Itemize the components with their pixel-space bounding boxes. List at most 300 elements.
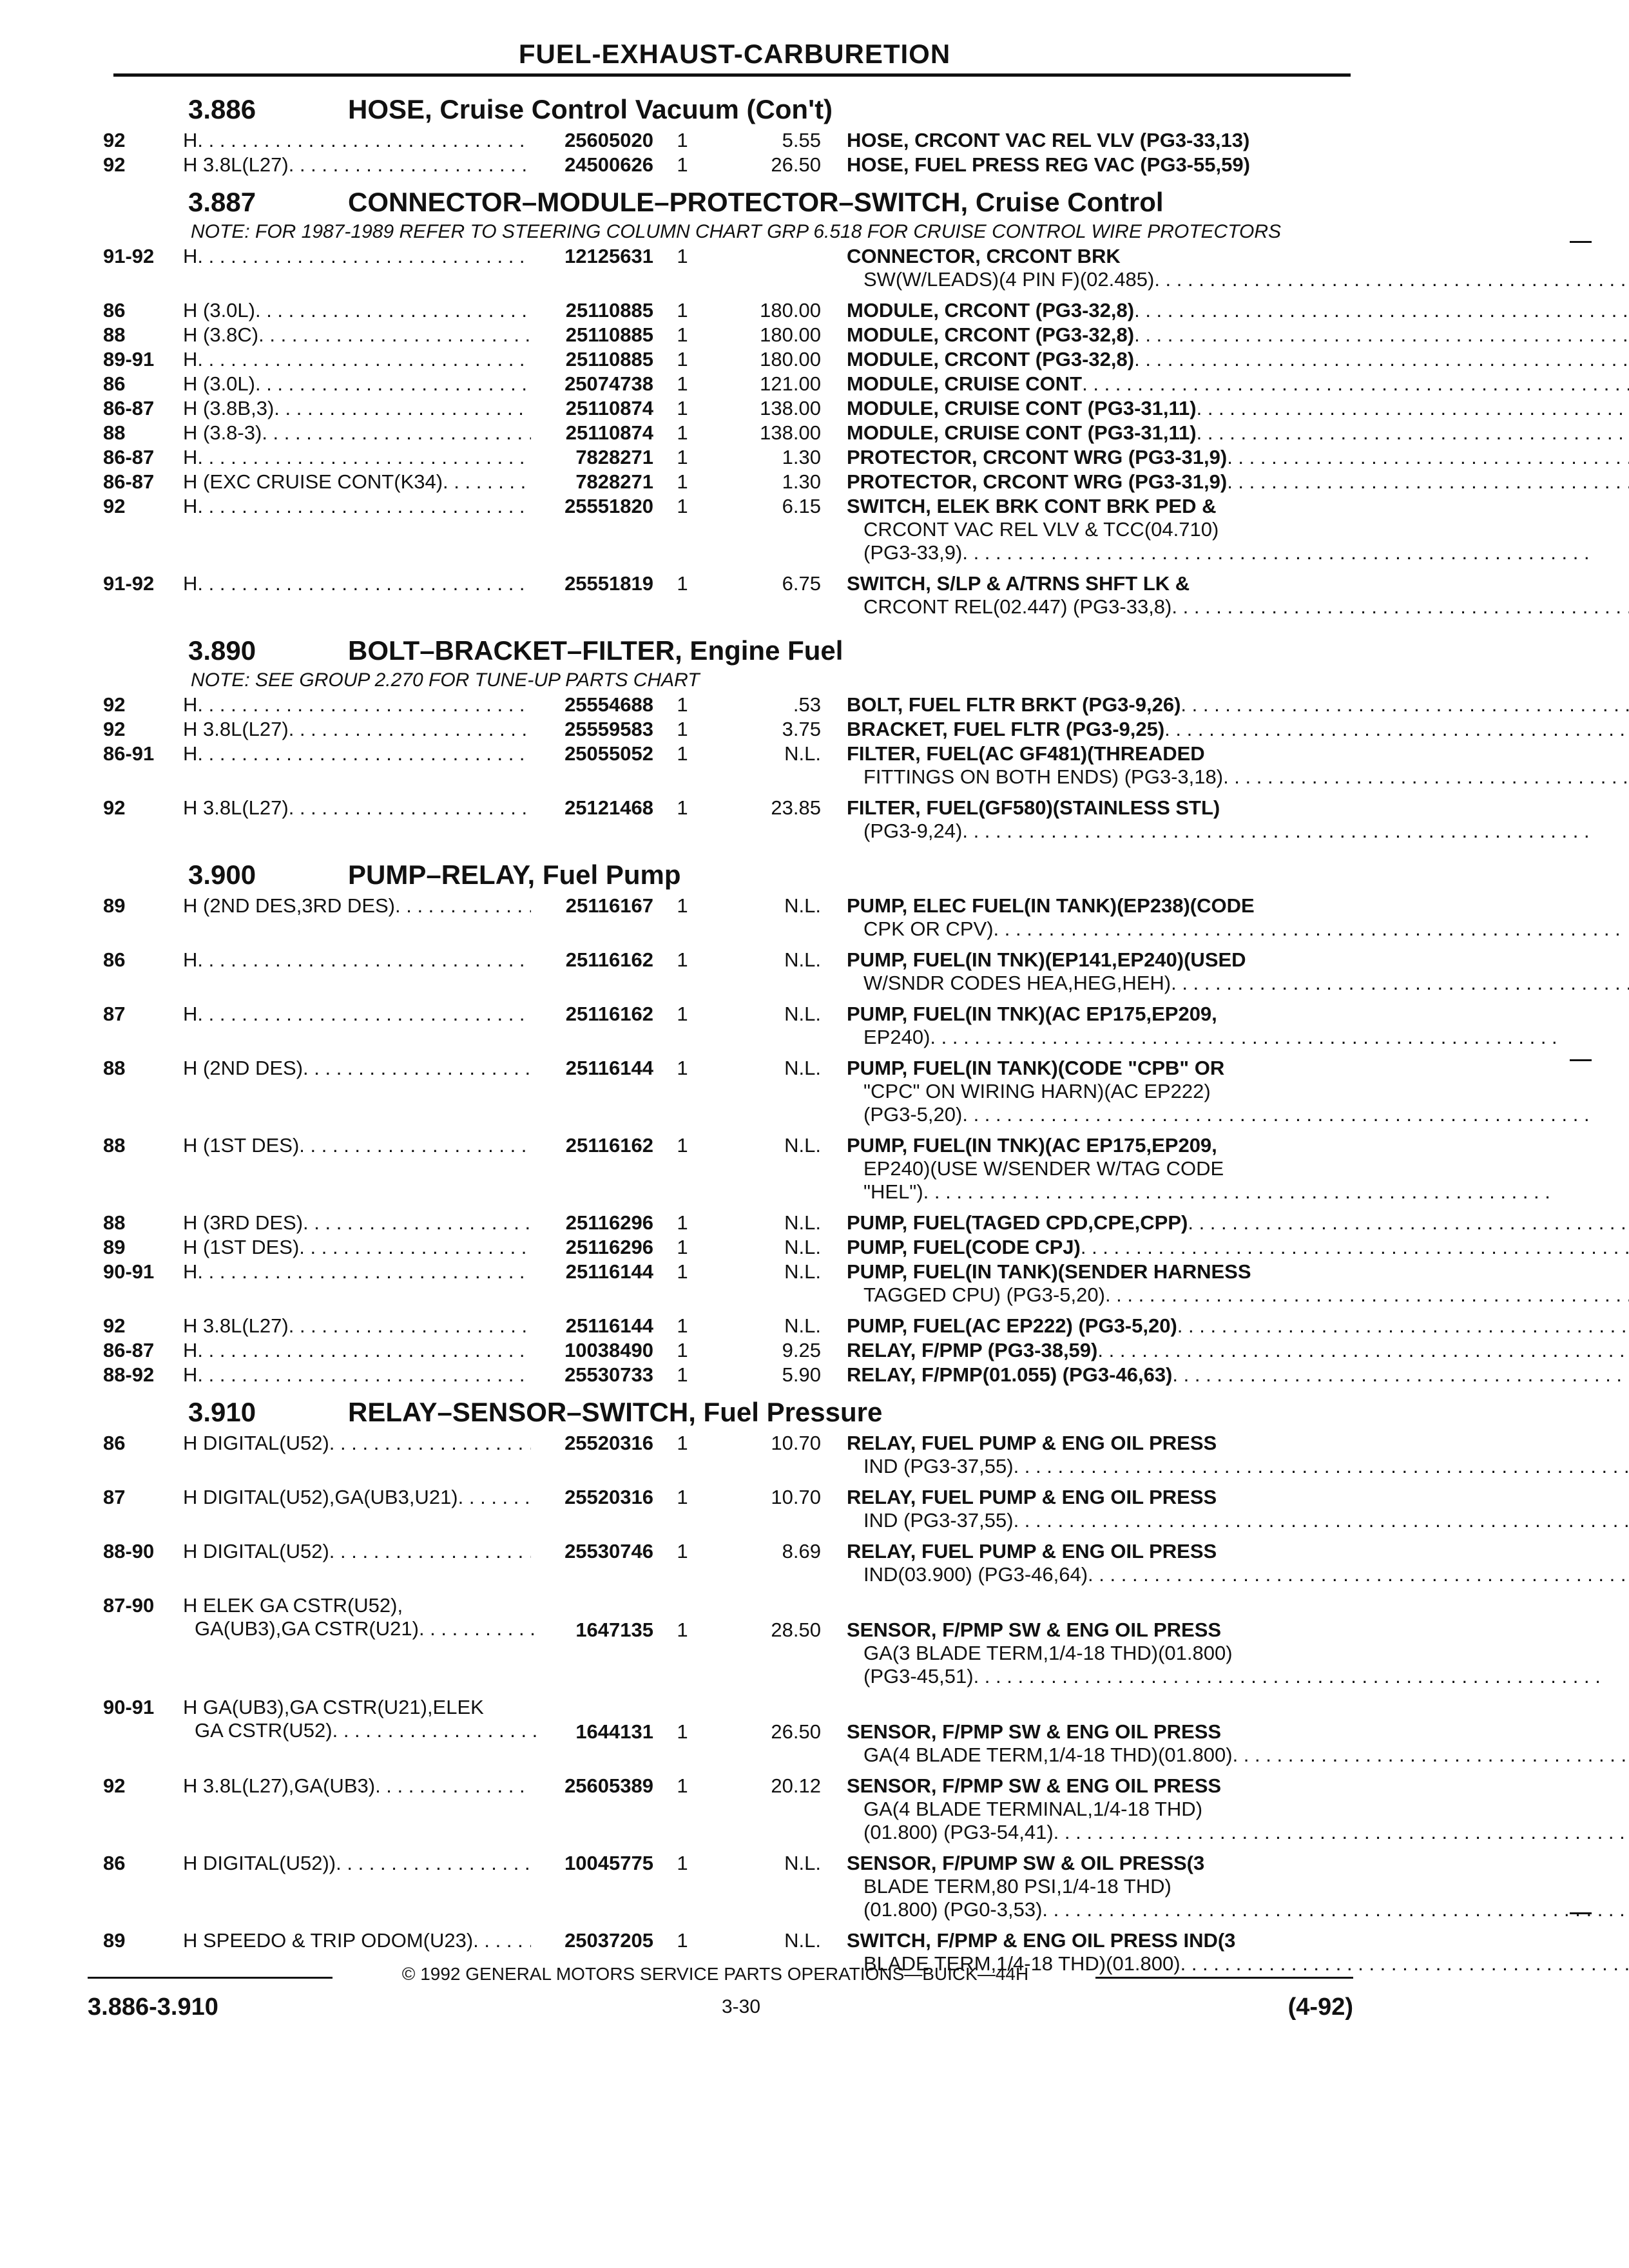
- dot-leader: [1233, 1744, 1629, 1767]
- part-row: [103, 1486, 1353, 1532]
- part-name: [847, 742, 1629, 789]
- part-row: [103, 1432, 1353, 1478]
- dot-leader: [1181, 1952, 1629, 1975]
- dot-leader: [197, 446, 531, 469]
- part-name-line: MODULE, CRUISE CONT: [847, 372, 1083, 395]
- quantity: 1: [677, 1057, 688, 1079]
- part-name-line: PUMP, FUEL(TAGED CPD,CPE,CPP): [847, 1211, 1188, 1234]
- part-row: [103, 572, 1353, 619]
- part-number: 25530746: [564, 1540, 653, 1562]
- price: N.L.: [784, 1003, 821, 1025]
- part-name-line: MODULE, CRCONT (PG3-32,8): [847, 323, 1135, 346]
- part-name: [847, 1432, 1629, 1478]
- footer-copyright: © 1992 GENERAL MOTORS SERVICE PARTS OPERATIONS—BUICK—44H: [401, 1964, 1029, 1984]
- part-name-line: CRCONT VAC REL VLV & TCC(04.710): [863, 518, 1219, 541]
- part-name-line: PUMP, FUEL(IN TNK)(AC EP175,EP209,: [847, 1003, 1217, 1025]
- quantity: 1: [677, 446, 688, 468]
- part-name: [847, 1486, 1629, 1532]
- dot-leader: [1223, 765, 1629, 789]
- price: 6.75: [782, 572, 821, 595]
- quantity: 1: [677, 323, 688, 346]
- part-name-line: RELAY, F/PMP (PG3-38,59): [847, 1339, 1098, 1361]
- part-number: 25605389: [564, 1774, 653, 1797]
- price: N.L.: [784, 1260, 821, 1283]
- dot-leader: [197, 1363, 531, 1387]
- part-name-line: MODULE, CRCONT (PG3-32,8): [847, 299, 1135, 322]
- dot-leader: [197, 495, 531, 518]
- part-row: [103, 470, 1353, 494]
- dot-leader: [197, 572, 531, 595]
- section-heading: [103, 1393, 1353, 1430]
- model-years: 90-91: [103, 1260, 155, 1283]
- quantity: 1: [677, 1211, 688, 1234]
- quantity: 1: [677, 948, 688, 971]
- section-heading: [103, 631, 1353, 669]
- dot-leader: [443, 470, 531, 494]
- part-row: [103, 153, 1353, 177]
- dot-leader: [1227, 470, 1629, 494]
- dot-leader: [1105, 1283, 1629, 1307]
- model-years: 87: [103, 1486, 126, 1508]
- quantity: 1: [677, 245, 688, 267]
- part-name: [847, 1260, 1629, 1307]
- part-name: [847, 495, 1590, 564]
- part-name: [847, 1314, 1629, 1338]
- part-name-line: HOSE, CRCONT VAC REL VLV (PG3-33,13): [847, 129, 1250, 151]
- application-desc: H (3.0L): [183, 372, 255, 395]
- dot-leader: [1181, 693, 1629, 716]
- part-row: [103, 1260, 1353, 1307]
- price: 9.25: [782, 1339, 821, 1361]
- application-desc: H: [183, 1363, 198, 1386]
- dot-leader: [1134, 323, 1629, 347]
- application-desc: H (3.8C): [183, 323, 259, 346]
- section-number: 3.886: [188, 94, 256, 124]
- part-row: [103, 1852, 1353, 1921]
- part-row: [103, 1211, 1353, 1235]
- price: 5.55: [782, 129, 821, 151]
- part-name-line: RELAY, FUEL PUMP & ENG OIL PRESS: [847, 1432, 1217, 1454]
- part-row: [103, 1339, 1353, 1362]
- price: 138.00: [760, 421, 821, 444]
- price: N.L.: [784, 1134, 821, 1157]
- part-name-line: PUMP, FUEL(IN TANK)(SENDER HARNESS: [847, 1260, 1251, 1283]
- dot-leader: [197, 1003, 531, 1026]
- part-name-line: SWITCH, ELEK BRK CONT BRK PED &: [847, 495, 1217, 517]
- margin-mark: [1570, 1912, 1592, 1914]
- model-years: 92: [103, 1774, 126, 1797]
- section-number: 3.887: [188, 187, 256, 217]
- part-name-line: FILTER, FUEL(AC GF481)(THREADED: [847, 742, 1205, 765]
- part-row: [103, 495, 1353, 564]
- dot-leader: [1014, 1509, 1629, 1532]
- quantity: 1: [677, 470, 688, 493]
- price: N.L.: [784, 1057, 821, 1079]
- part-row: [103, 446, 1353, 469]
- model-years: 86: [103, 948, 126, 971]
- section-number: 3.910: [188, 1397, 256, 1427]
- footer-date: (4-92): [1287, 1994, 1353, 2021]
- part-name-line: (PG3-9,24): [863, 820, 963, 842]
- part-name: [847, 299, 1629, 322]
- application-desc: H DIGITAL(U52)): [183, 1852, 336, 1874]
- part-name: [847, 470, 1629, 494]
- price: 28.50: [771, 1619, 821, 1641]
- application-desc: H GA(UB3),GA CSTR(U21),ELEK: [183, 1696, 484, 1718]
- part-number: 1644131: [575, 1720, 653, 1743]
- part-row: [103, 796, 1353, 843]
- part-name: [847, 1619, 1601, 1688]
- part-name: [847, 693, 1629, 716]
- part-number: 25520316: [564, 1432, 653, 1454]
- application-desc: H 3.8L(L27): [183, 718, 289, 740]
- quantity: 1: [677, 1363, 688, 1386]
- dot-leader: [1164, 718, 1629, 741]
- part-name: [847, 1363, 1629, 1387]
- part-number: 10045775: [564, 1852, 653, 1874]
- part-name: [847, 1339, 1629, 1362]
- part-name: [847, 1852, 1629, 1921]
- margin-mark: [1570, 1059, 1592, 1061]
- dot-leader: [1014, 1455, 1629, 1478]
- quantity: 1: [677, 742, 688, 765]
- quantity: 1: [677, 1852, 688, 1874]
- section-number: 3.890: [188, 635, 256, 666]
- price: N.L.: [784, 1852, 821, 1874]
- part-name-line: MODULE, CRUISE CONT (PG3-31,11): [847, 397, 1197, 419]
- part-name-line: PUMP, ELEC FUEL(IN TANK)(EP238)(CODE: [847, 894, 1255, 917]
- dot-leader: [299, 1236, 531, 1259]
- part-name: [847, 1134, 1550, 1204]
- price: N.L.: [784, 1929, 821, 1952]
- model-years: 87: [103, 1003, 126, 1025]
- price: N.L.: [784, 1211, 821, 1234]
- dot-leader: [197, 948, 531, 972]
- part-name-line: BLADE TERM,80 PSI,1/4-18 THD): [863, 1875, 1171, 1898]
- price: N.L.: [784, 742, 821, 765]
- part-name: [847, 1720, 1629, 1767]
- part-name-line: BLADE TERM,1/4-18 THD)(01.800): [863, 1952, 1181, 1975]
- model-years: 92: [103, 693, 126, 716]
- part-name-line: EP240)(USE W/SENDER W/TAG CODE: [863, 1157, 1224, 1180]
- part-row: [103, 372, 1353, 396]
- part-name-line: FITTINGS ON BOTH ENDS) (PG3-3,18): [863, 765, 1224, 788]
- model-years: 92: [103, 495, 126, 517]
- model-years: 89: [103, 1929, 126, 1952]
- part-row: [103, 693, 1353, 716]
- price: 6.15: [782, 495, 821, 517]
- part-name-line: SENSOR, F/PMP SW & ENG OIL PRESS: [847, 1619, 1222, 1641]
- model-years: 86-87: [103, 1339, 155, 1361]
- quantity: 1: [677, 894, 688, 917]
- model-years: 88: [103, 421, 126, 444]
- part-number: 25530733: [564, 1363, 653, 1386]
- dot-leader: [419, 1617, 543, 1640]
- section-number: 3.900: [188, 860, 256, 890]
- application-desc-cont: GA CSTR(U52): [195, 1719, 333, 1742]
- part-row: [103, 1696, 1353, 1767]
- footer-section-range: 3.886-3.910: [88, 1994, 218, 2021]
- part-number: 1647135: [575, 1619, 653, 1641]
- part-name-line: HOSE, FUEL PRESS REG VAC (PG3-55,59): [847, 153, 1250, 176]
- application-desc: H 3.8L(L27): [183, 796, 289, 819]
- model-years: 86: [103, 1852, 126, 1874]
- part-number: 7828271: [575, 446, 653, 468]
- model-years: 88: [103, 1134, 126, 1157]
- dot-leader: [197, 1339, 531, 1362]
- section-heading: [103, 183, 1353, 220]
- part-name-line: PUMP, FUEL(IN TNK)(AC EP175,EP209,: [847, 1134, 1217, 1157]
- part-row: [103, 1363, 1353, 1387]
- section-title: RELAY–SENSOR–SWITCH, Fuel Pressure: [348, 1397, 883, 1427]
- part-number: 25110874: [565, 397, 653, 419]
- part-name-line: PUMP, FUEL(AC EP222) (PG3-5,20): [847, 1314, 1177, 1337]
- quantity: 1: [677, 153, 688, 176]
- dot-leader: [289, 1314, 531, 1338]
- dot-leader: [303, 1057, 531, 1080]
- part-name: [847, 796, 1590, 843]
- application-desc: H (3RD DES): [183, 1211, 304, 1234]
- part-number: 25116144: [565, 1314, 653, 1337]
- dot-leader: [1188, 1211, 1629, 1235]
- part-name-line: SENSOR, F/PMP SW & ENG OIL PRESS: [847, 1774, 1222, 1797]
- part-name-line: PROTECTOR, CRCONT WRG (PG3-31,9): [847, 470, 1228, 493]
- price: 20.12: [771, 1774, 821, 1797]
- part-name: [847, 421, 1629, 445]
- part-name: [847, 129, 1353, 152]
- part-name: [847, 153, 1353, 177]
- price: 23.85: [771, 796, 821, 819]
- quantity: 1: [677, 1540, 688, 1562]
- part-row: [103, 1540, 1353, 1586]
- part-name: [847, 1057, 1590, 1126]
- dot-leader: [299, 1134, 531, 1157]
- quantity: 1: [677, 1486, 688, 1508]
- application-desc: H: [183, 572, 198, 595]
- price: 26.50: [771, 1720, 821, 1743]
- dot-leader: [974, 1665, 1601, 1688]
- application-desc: H (1ST DES): [183, 1236, 300, 1258]
- application-desc-cont: GA(UB3),GA CSTR(U21): [195, 1617, 419, 1640]
- application-desc: H: [183, 495, 198, 517]
- price: 1.30: [782, 470, 821, 493]
- section-heading: [103, 856, 1353, 893]
- dot-leader: [473, 1929, 531, 1952]
- quantity: 1: [677, 495, 688, 517]
- part-name-line: CPK OR CPV): [863, 918, 994, 940]
- part-name-line: PROTECTOR, CRCONT WRG (PG3-31,9): [847, 446, 1228, 468]
- dot-leader: [1172, 1363, 1629, 1387]
- dot-leader: [1134, 348, 1629, 371]
- part-name-line: EP240): [863, 1026, 930, 1048]
- part-row: [103, 1134, 1353, 1204]
- part-row: [103, 948, 1353, 995]
- application-desc: H DIGITAL(U52): [183, 1540, 329, 1562]
- part-name-line: SWITCH, S/LP & A/TRNS SHFT LK &: [847, 572, 1190, 595]
- part-number: 7828271: [575, 470, 653, 493]
- section-note: NOTE: SEE GROUP 2.270 FOR TUNE-UP PARTS CHART: [191, 669, 700, 691]
- quantity: 1: [677, 796, 688, 819]
- section-title: HOSE, Cruise Control Vacuum (Con't): [348, 94, 833, 124]
- part-row: [103, 245, 1353, 291]
- parts-listing: [103, 84, 1353, 1982]
- quantity: 1: [677, 572, 688, 595]
- part-number: 25074738: [564, 372, 653, 395]
- part-name-line: PUMP, FUEL(IN TANK)(CODE "CPB" OR: [847, 1057, 1225, 1079]
- quantity: 1: [677, 693, 688, 716]
- footer-rule-right: [1095, 1977, 1353, 1979]
- section-note: NOTE: FOR 1987-1989 REFER TO STEERING COLUMN CHART GRP 6.518 FOR CRUISE CONTROL WIRE PROTECTORS: [191, 221, 1281, 242]
- model-years: 92: [103, 796, 126, 819]
- dot-leader: [1197, 397, 1629, 420]
- dot-leader: [1177, 1314, 1629, 1338]
- dot-leader: [395, 894, 531, 918]
- section-title: PUMP–RELAY, Fuel Pump: [348, 860, 681, 890]
- part-row: [103, 1314, 1353, 1338]
- dot-leader: [333, 1719, 543, 1742]
- part-name-line: RELAY, FUEL PUMP & ENG OIL PRESS: [847, 1540, 1217, 1562]
- part-name-line: (01.800) (PG0-3,53): [863, 1898, 1043, 1921]
- part-name-line: "HEL"): [863, 1180, 923, 1203]
- part-row: [103, 1774, 1353, 1844]
- dot-leader: [923, 1180, 1550, 1204]
- dot-leader: [962, 1103, 1589, 1126]
- dot-leader: [329, 1432, 531, 1455]
- dot-leader: [930, 1026, 1557, 1049]
- application-desc: H: [183, 1003, 198, 1025]
- model-years: 86: [103, 372, 126, 395]
- quantity: 1: [677, 1774, 688, 1797]
- page-header-title: FUEL-EXHAUST-CARBURETION: [518, 39, 951, 69]
- part-name-line: RELAY, FUEL PUMP & ENG OIL PRESS: [847, 1486, 1217, 1508]
- part-number: 25116296: [565, 1211, 653, 1234]
- part-name-line: SWITCH, F/PMP & ENG OIL PRESS IND(3: [847, 1929, 1236, 1952]
- part-number: 10038490: [564, 1339, 653, 1361]
- application-desc: H: [183, 1339, 198, 1361]
- quantity: 1: [677, 1339, 688, 1361]
- application-desc: H (EXC CRUISE CONT(K34): [183, 470, 443, 493]
- model-years: 92: [103, 718, 126, 740]
- price: N.L.: [784, 1314, 821, 1337]
- part-name-line: TAGGED CPU) (PG3-5,20): [863, 1283, 1105, 1306]
- part-number: 25121468: [564, 796, 653, 819]
- part-name-line: (01.800) (PG3-54,41): [863, 1821, 1054, 1843]
- quantity: 1: [677, 1003, 688, 1025]
- part-row: [103, 1003, 1353, 1049]
- model-years: 89: [103, 894, 126, 917]
- part-name: [847, 1236, 1629, 1259]
- part-name-line: MODULE, CRCONT (PG3-32,8): [847, 348, 1135, 370]
- application-desc: H: [183, 348, 198, 370]
- quantity: 1: [677, 1134, 688, 1157]
- price: 138.00: [760, 397, 821, 419]
- dot-leader: [1082, 372, 1629, 396]
- model-years: 86-87: [103, 446, 155, 468]
- dot-leader: [458, 1486, 531, 1509]
- part-name: [847, 245, 1629, 291]
- application-desc: H: [183, 129, 198, 151]
- quantity: 1: [677, 1432, 688, 1454]
- model-years: 92: [103, 153, 126, 176]
- part-name-line: PUMP, FUEL(IN TNK)(EP141,EP240)(USED: [847, 948, 1246, 971]
- dot-leader: [289, 796, 531, 820]
- part-name-line: IND (PG3-37,55): [863, 1455, 1014, 1477]
- dot-leader: [262, 421, 531, 445]
- part-number: 25551819: [564, 572, 653, 595]
- quantity: 1: [677, 1619, 688, 1641]
- dot-leader: [289, 718, 531, 741]
- part-row: [103, 1057, 1353, 1126]
- part-name-line: W/SNDR CODES HEA,HEG,HEH): [863, 972, 1171, 994]
- part-name-line: "CPC" ON WIRING HARN)(AC EP222): [863, 1080, 1211, 1102]
- part-number: 24500626: [564, 153, 653, 176]
- dot-leader: [336, 1852, 531, 1875]
- part-name: [847, 948, 1629, 995]
- part-name-line: BRACKET, FUEL FLTR (PG3-9,25): [847, 718, 1165, 740]
- section-heading: [103, 90, 1353, 128]
- part-name: [847, 397, 1629, 420]
- part-name-line: RELAY, F/PMP(01.055) (PG3-46,63): [847, 1363, 1173, 1386]
- part-name-line: CONNECTOR, CRCONT BRK: [847, 245, 1121, 267]
- dot-leader: [289, 153, 531, 177]
- part-name: [847, 1003, 1557, 1049]
- part-name: [847, 1774, 1629, 1844]
- part-name-line: MODULE, CRUISE CONT (PG3-31,11): [847, 421, 1197, 444]
- price: .53: [793, 693, 821, 716]
- application-desc: H (2ND DES,3RD DES): [183, 894, 395, 917]
- dot-leader: [258, 323, 531, 347]
- dot-leader: [1097, 1339, 1629, 1362]
- dot-leader: [329, 1540, 531, 1563]
- dot-leader: [1227, 446, 1629, 469]
- price: 10.70: [771, 1432, 821, 1454]
- part-row: [103, 299, 1353, 322]
- price: 10.70: [771, 1486, 821, 1508]
- dot-leader: [1171, 972, 1629, 995]
- dot-leader: [1154, 268, 1629, 291]
- part-name-line: (PG3-5,20): [863, 1103, 963, 1126]
- part-row: [103, 742, 1353, 789]
- dot-leader: [197, 1260, 531, 1283]
- model-years: 92: [103, 1314, 126, 1337]
- part-number: 25055052: [564, 742, 653, 765]
- dot-leader: [1088, 1563, 1629, 1586]
- quantity: 1: [677, 1929, 688, 1952]
- price: N.L.: [784, 1236, 821, 1258]
- price: 180.00: [760, 348, 821, 370]
- part-number: 12125631: [564, 245, 653, 267]
- application-desc: H (3.0L): [183, 299, 255, 322]
- dot-leader: [274, 397, 531, 420]
- dot-leader: [1197, 421, 1629, 445]
- part-row: [103, 397, 1353, 420]
- dot-leader: [994, 918, 1621, 941]
- dot-leader: [197, 742, 531, 765]
- dot-leader: [962, 541, 1589, 564]
- application-desc: H (3.8B,3): [183, 397, 275, 419]
- application-desc: H ELEK GA CSTR(U52),: [183, 1594, 403, 1617]
- footer-rule-left: [88, 1977, 333, 1979]
- application-desc: H: [183, 1260, 198, 1283]
- part-name: [847, 718, 1629, 741]
- part-number: 25116144: [565, 1057, 653, 1079]
- part-name: [847, 348, 1629, 371]
- dot-leader: [375, 1774, 531, 1798]
- application-desc: H: [183, 948, 198, 971]
- part-number: 25110885: [565, 323, 653, 346]
- price: 121.00: [760, 372, 821, 395]
- dot-leader: [1054, 1821, 1629, 1844]
